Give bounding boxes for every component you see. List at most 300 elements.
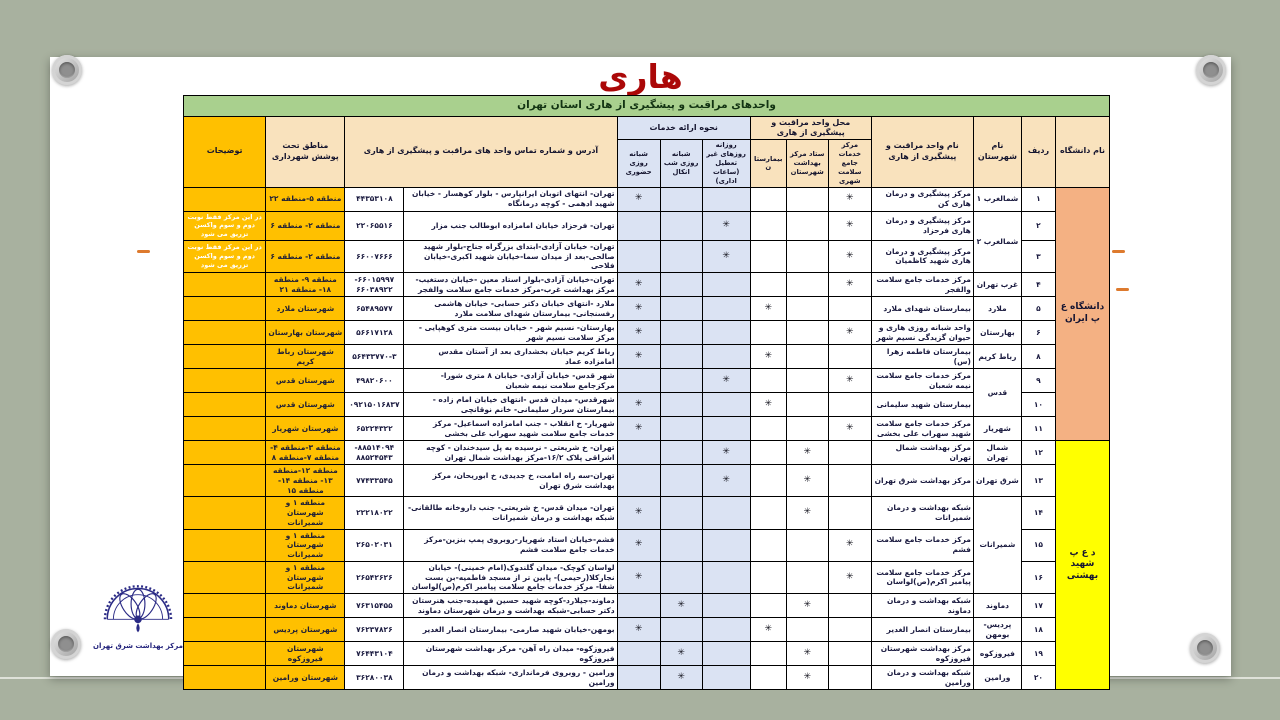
svc-oncall-cell [660,529,702,561]
unit-name-cell: بیمارستان فاطمه زهرا (س) [871,345,973,369]
asterisk-icon: ✳ [764,398,772,409]
table-row [184,345,1110,369]
row-number-cell: ۱۲ [1021,441,1055,465]
slide [50,57,1231,687]
unit-name-cell: مرکز پیشگیری و درمان هاری فرحزاد [871,211,973,240]
regions-cell: شهرستان رباط کریم [266,345,345,369]
svc-inperson-cell [617,393,660,417]
address-cell: تهران- فرحزاد خیابان امامزاده ابوطالب جنب مزار [404,211,617,240]
svc-inperson-cell [617,594,660,618]
table-row [184,417,1110,441]
svc-oncall-cell [660,441,702,465]
loc-center-cell [828,618,871,642]
loc-hq-cell [786,666,828,690]
svc-daily-cell [702,666,750,690]
asterisk-icon: ✳ [722,374,730,385]
notes-cell [184,441,266,465]
loc-hq-cell [786,594,828,618]
svc-inperson-cell [617,441,660,465]
col-header-county: نام شهرستان [973,116,1021,187]
table-row [184,642,1110,666]
phone-cell: ۲۲۰۶۵۵۱۶ [345,211,404,240]
notes-cell [184,369,266,393]
unit-name-cell: مرکز خدمات جامع سلامت فشم [871,529,973,561]
notes-cell [184,497,266,529]
loc-hospital-cell [750,618,786,642]
regions-cell: شهرستان شهریار [266,417,345,441]
loc-hospital-cell [750,393,786,417]
svc-daily-cell [702,321,750,345]
unit-name-cell: مرکز خدمات جامع سلامت شهید سهراب علی بخشی [871,417,973,441]
asterisk-icon: ✳ [634,302,643,313]
asterisk-icon: ✳ [634,326,643,337]
svc-inperson-cell [617,273,660,297]
col-group-location: محل واحد مراقبت و پیشگیری از هاری [750,116,871,140]
row-number-cell: ۱۹ [1021,642,1055,666]
asterisk-icon: ✳ [722,474,730,485]
regions-cell: منطقه ۱ و شهرستان شمیرانات [266,561,345,593]
svc-inperson-cell [617,529,660,561]
row-number-cell: ۱۱ [1021,417,1055,441]
svc-daily-cell [702,273,750,297]
address-cell: بهارستان- نسیم شهر - خیابان بیست متری کوهپایی - مرکز سلامت نسیم شهر [404,321,617,345]
unit-name-cell: شبکه بهداشت و درمان ورامین [871,666,973,690]
svc-inperson-cell [617,187,660,211]
asterisk-icon: ✳ [634,623,643,634]
notes-cell [184,465,266,497]
notes-cell [184,321,266,345]
table-row [184,618,1110,642]
loc-hospital-cell [750,529,786,561]
asterisk-icon: ✳ [634,398,643,409]
unit-name-cell: مرکز خدمات جامع سلامت نیمه شعبان [871,369,973,393]
loc-center-cell [828,211,871,240]
loc-center-cell [828,666,871,690]
regions-cell: شهرستان قدس [266,393,345,417]
grommet-center-icon [58,636,74,652]
asterisk-icon: ✳ [764,302,772,313]
loc-hospital-cell [750,187,786,211]
loc-hq-cell [786,297,828,321]
row-number-cell: ۱۵ [1021,529,1055,561]
asterisk-icon: ✳ [803,474,812,485]
svc-daily-cell [702,642,750,666]
loc-hq-cell [786,618,828,642]
svc-inperson-cell [617,345,660,369]
asterisk-icon: ✳ [803,599,812,610]
phone-cell: ۰۹۲۱۵۰۱۶۸۳۷ [345,393,404,417]
svc-oncall-cell [660,497,702,529]
asterisk-icon: ✳ [846,422,854,433]
address-cell: تهران- انتهای اتوبان ایرانپارس - بلوار کوهسار - خیابان شهید ادهمی - کوچه درمانگاه [404,187,617,211]
loc-center-cell [828,369,871,393]
asterisk-icon: ✳ [803,671,812,682]
address-cell: تهران- خ شریعتی - نرسیده به پل سیدخندان - کوچه اشراقی پلاک ۱۶/۲-مرکز بهداشت شمال تهران [404,441,617,465]
loc-hq-cell [786,465,828,497]
row-number-cell: ۴ [1021,273,1055,297]
svc-daily-cell [702,297,750,321]
loc-hospital-cell [750,273,786,297]
notes-cell [184,297,266,321]
asterisk-icon: ✳ [634,507,643,518]
loc-hospital-cell [750,497,786,529]
row-number-cell: ۱۰ [1021,393,1055,417]
svc-oncall-cell [660,618,702,642]
regions-cell: منطقه ۵-منطقه ۲۲ [266,187,345,211]
university-cell: دانشگاه ع پ ایران [1055,187,1109,441]
svc-daily-cell [702,497,750,529]
loc-hq-cell [786,441,828,465]
notes-cell [184,642,266,666]
county-cell: فیروزکوه [973,642,1021,666]
loc-hq-cell [786,561,828,593]
loc-hospital-cell [750,321,786,345]
table-title: واحدهای مراقبت و پیشگیری از هاری استان تهران [184,96,1110,117]
col-header-address: آدرس و شماره تماس واحد های مراقبت و پیشگیری از هاری [345,116,617,187]
svc-inperson-cell [617,297,660,321]
phone-cell: ۵۶۴۳۳۷۷۰-۳ [345,345,404,369]
unit-name-cell: مرکز خدمات جامع سلامت پیامبر اکرم(ص)لواسان [871,561,973,593]
loc-hospital-cell [750,240,786,272]
loc-center-cell [828,465,871,497]
university-cell: د ع پ شهید بهشتی [1055,441,1109,690]
loc-hospital-cell [750,594,786,618]
asterisk-icon: ✳ [846,539,854,550]
notes-cell [184,393,266,417]
regions-cell: شهرستان ورامین [266,666,345,690]
table-row [184,240,1110,272]
notes-cell [184,666,266,690]
col-header-svc-oncall: شبانه روزی شب انکال [660,140,702,187]
county-cell: بهارستان [973,321,1021,345]
svc-inperson-cell [617,618,660,642]
phone-cell: ۷۷۴۳۳۵۴۵ [345,465,404,497]
address-cell: شهریار- خ انقلاب - جنب امامزاده اسماعیل- مرکز خدمات جامع سلامت شهید سهراب علی بخشی [404,417,617,441]
asterisk-icon: ✳ [634,422,643,433]
regions-cell: شهرستان بهارستان [266,321,345,345]
loc-hq-cell [786,417,828,441]
loc-hq-cell [786,240,828,272]
unit-name-cell: شبکه بهداشت و درمان شمیرانات [871,497,973,529]
notes-cell: در این مرکز فقط نوبت دوم و سوم واکسن تزریق می شود [184,211,266,240]
col-header-notes: توضیحات [184,116,266,187]
loc-hospital-cell [750,642,786,666]
lotus-emblem-icon [96,577,180,637]
asterisk-icon: ✳ [634,278,643,289]
phone-cell: ۷۶۲۳۷۸۲۶ [345,618,404,642]
regions-cell: شهرستان پردیس [266,618,345,642]
loc-hq-cell [786,529,828,561]
loc-center-cell [828,345,871,369]
notes-cell [184,417,266,441]
loc-center-cell [828,321,871,345]
asterisk-icon: ✳ [846,250,854,261]
table-row [184,529,1110,561]
row-number-cell: ۹ [1021,369,1055,393]
loc-hospital-cell [750,561,786,593]
units-table [183,95,1110,690]
page-title: هاری [598,57,683,96]
asterisk-icon: ✳ [677,671,685,682]
svc-daily-cell [702,393,750,417]
regions-cell: منطقه ۹- منطقه ۱۸- منطقه ۲۱ [266,273,345,297]
loc-hospital-cell [750,441,786,465]
svc-daily-cell [702,465,750,497]
header-row-groups [184,116,1110,140]
address-cell: بومهن-خیابان شهید صارمی- بیمارستان انصار الغدیر [404,618,617,642]
table-row [184,321,1110,345]
loc-hq-cell [786,369,828,393]
asterisk-icon: ✳ [803,446,812,457]
loc-center-cell [828,529,871,561]
table-title-row [184,96,1110,117]
notes-cell [184,561,266,593]
row-number-cell: ۲۰ [1021,666,1055,690]
svc-inperson-cell [617,211,660,240]
loc-center-cell [828,441,871,465]
loc-hq-cell [786,642,828,666]
row-number-cell: ۳ [1021,240,1055,272]
row-number-cell: ۲ [1021,211,1055,240]
svc-oncall-cell [660,345,702,369]
phone-cell: ۴۴۳۵۳۱۰۸ [345,187,404,211]
loc-center-cell [828,393,871,417]
address-cell: دماوند-جیلارد-کوچه شهید حسین فهمیده-جنب هنرستان دکتر حسابی-شبکه بهداشت و درمان شهرستان دماوند [404,594,617,618]
phone-cell: ۶۵۲۲۴۳۲۲ [345,417,404,441]
notes-cell [184,345,266,369]
loc-hq-cell [786,273,828,297]
corner-grommet-icon [52,55,82,85]
table-row [184,497,1110,529]
address-cell: تهران- میدان قدس- خ شریعتی- جنب داروخانه طالقانی-شبکه بهداشت و درمان شمیرانات [404,497,617,529]
loc-hq-cell [786,211,828,240]
unit-name-cell: مرکز بهداشت شرق تهران [871,465,973,497]
regions-cell: منطقه ۲- منطقه ۶ [266,211,345,240]
regions-cell: منطقه ۱ و شهرستان شمیرانات [266,529,345,561]
tick-decoration [1116,288,1129,291]
phone-cell: ۴۹۸۲۰۶۰۰ [345,369,404,393]
regions-cell: منطقه ۱۲-منطقه ۱۳- منطقه ۱۴-منطقه ۱۵ [266,465,345,497]
svc-oncall-cell [660,273,702,297]
unit-name-cell: بیمارستان شهید سلیمانی [871,393,973,417]
regions-cell: منطقه ۳-منطقه ۴- منطقه ۷-منطقه ۸ [266,441,345,465]
row-number-cell: ۱۴ [1021,497,1055,529]
col-header-loc-center: مرکز خدمات جامع سلامت شهری [828,140,871,187]
svc-inperson-cell [617,561,660,593]
table-row [184,273,1110,297]
address-cell: تهران- خیابان آزادی-ابتدای بزرگراه جناح-بلوار شهید صالحی-بعد از میدان سما-خیابان شهید اکبری-خیابان فلاحی [404,240,617,272]
table-row [184,211,1110,240]
regions-cell: شهرستان ملارد [266,297,345,321]
loc-center-cell [828,561,871,593]
loc-center-cell [828,497,871,529]
phone-cell: ۶۶۰۰۷۶۶۶ [345,240,404,272]
col-header-svc-inperson: شبانه روزی حضوری [617,140,660,187]
phone-cell: ۲۶۵۰۲۰۳۱ [345,529,404,561]
grommet-center-icon [1197,640,1213,656]
svc-daily-cell [702,240,750,272]
svc-daily-cell [702,369,750,393]
notes-cell [184,618,266,642]
loc-center-cell [828,417,871,441]
svc-daily-cell [702,211,750,240]
row-number-cell: ۱۶ [1021,561,1055,593]
table-row [184,297,1110,321]
unit-name-cell: واحد شبانه روزی هاری و حیوان گزیدگی نسیم شهر [871,321,973,345]
asterisk-icon: ✳ [677,647,685,658]
svc-oncall-cell [660,240,702,272]
table-row [184,561,1110,593]
svc-oncall-cell [660,465,702,497]
svc-daily-cell [702,441,750,465]
svc-inperson-cell [617,321,660,345]
col-header-row-number: ردیف [1021,116,1055,187]
row-number-cell: ۶ [1021,321,1055,345]
asterisk-icon: ✳ [634,539,643,550]
loc-center-cell [828,187,871,211]
asterisk-icon: ✳ [846,571,854,582]
asterisk-icon: ✳ [803,647,812,658]
notes-cell [184,273,266,297]
asterisk-icon: ✳ [803,507,812,518]
svc-oncall-cell [660,561,702,593]
county-cell: ورامین [973,666,1021,690]
regions-cell: منطقه ۱ و شهرستان شمیرانات [266,497,345,529]
address-cell: تهران-خیابان آزادی-بلوار استاد معین -خیابان دستغیب-مرکز بهداشت غرب-مرکز خدمات جامع سلامت والفجر [404,273,617,297]
loc-hq-cell [786,345,828,369]
asterisk-icon: ✳ [846,193,854,204]
svc-inperson-cell [617,497,660,529]
unit-name-cell: مرکز پیشگیری و درمان هاری شهید کاظمیان [871,240,973,272]
notes-cell: در این مرکز فقط نوبت دوم و سوم واکسن تزریق می شود [184,240,266,272]
tick-decoration [137,250,150,253]
unit-name-cell: مرکز پیشگیری و درمان هاری کن [871,187,973,211]
phone-cell: ۶۵۴۸۹۵۷۷ [345,297,404,321]
loc-hospital-cell [750,297,786,321]
svc-oncall-cell [660,417,702,441]
county-cell: شمالغرب ۲ [973,211,1021,273]
col-header-svc-daily: روزانه روزهای غیر تعطیل (ساعات اداری) [702,140,750,187]
col-header-loc-hq: ستاد مرکز بهداشت شهرستان [786,140,828,187]
row-number-cell: ۱ [1021,187,1055,211]
county-cell: قدس [973,369,1021,417]
svc-inperson-cell [617,465,660,497]
svc-oncall-cell [660,666,702,690]
row-number-cell: ۸ [1021,345,1055,369]
row-number-cell: ۱۳ [1021,465,1055,497]
address-cell: فشم-خیابان استاد شهریار-روبروی پمپ بنزین-مرکز خدمات جامع سلامت فشم [404,529,617,561]
asterisk-icon: ✳ [764,623,772,634]
notes-cell [184,594,266,618]
table-row [184,369,1110,393]
county-cell: ملارد [973,297,1021,321]
address-cell: ورامین - روبروی فرمانداری- شبکه بهداشت و درمان ورامین [404,666,617,690]
phone-cell: ۷۶۳۱۵۴۵۵ [345,594,404,618]
unit-name-cell: مرکز بهداشت شهرستان فیروزکوه [871,642,973,666]
svc-oncall-cell [660,321,702,345]
phone-cell: ۳۶۲۸۰۰۳۸ [345,666,404,690]
svc-inperson-cell [617,666,660,690]
loc-hq-cell [786,187,828,211]
loc-hospital-cell [750,465,786,497]
notes-cell [184,187,266,211]
svc-daily-cell [702,529,750,561]
phone-cell: ۲۶۵۴۲۶۲۶ [345,561,404,593]
svc-inperson-cell [617,642,660,666]
svc-daily-cell [702,417,750,441]
table-row [184,441,1110,465]
asterisk-icon: ✳ [677,599,685,610]
svc-oncall-cell [660,187,702,211]
unit-name-cell: شبکه بهداشت و درمان دماوند [871,594,973,618]
phone-cell: ۶۶۰۱۵۹۹۷- ۶۶۰۳۸۹۲۲ [345,273,404,297]
asterisk-icon: ✳ [634,193,643,204]
col-group-service: نحوه ارائه خدمات [617,116,750,140]
address-cell: تهران-سه راه امامت، خ جدیدی، خ ابوریحان، مرکز بهداشت شرق تهران [404,465,617,497]
health-center-logo [90,577,186,650]
asterisk-icon: ✳ [846,219,854,230]
loc-center-cell [828,594,871,618]
asterisk-icon: ✳ [722,250,730,261]
phone-cell: ۲۲۲۱۸۰۲۲ [345,497,404,529]
svc-oncall-cell [660,297,702,321]
asterisk-icon: ✳ [634,350,643,361]
address-cell: شهر قدس- خیابان آزادی- خیابان ۸ متری شورا- مرکزجامع سلامت نیمه شعبان [404,369,617,393]
table-row [184,393,1110,417]
address-cell: رباط کریم خیابان بخشداری بعد از آستان مقدس امامزاده عماد [404,345,617,369]
units-table-body [184,187,1110,690]
col-header-unit: نام واحد مراقبت و پیشگیری از هاری [871,116,973,187]
address-cell: فیروزکوه- میدان راه آهن- مرکز بهداشت شهرستان فیروزکوه [404,642,617,666]
loc-hospital-cell [750,666,786,690]
svc-oncall-cell [660,369,702,393]
corner-grommet-icon [1196,55,1226,85]
regions-cell: شهرستان قدس [266,369,345,393]
svc-daily-cell [702,594,750,618]
loc-center-cell [828,240,871,272]
county-cell: شمیرانات [973,497,1021,594]
row-number-cell: ۵ [1021,297,1055,321]
notes-cell [184,529,266,561]
county-cell: شمالغرب ۱ [973,187,1021,211]
loc-hospital-cell [750,211,786,240]
svc-daily-cell [702,561,750,593]
phone-cell: ۷۶۴۴۳۱۰۴ [345,642,404,666]
svc-daily-cell [702,187,750,211]
logo-caption: مرکز بهداشت شرق تهران [93,642,183,650]
asterisk-icon: ✳ [846,278,854,289]
regions-cell: منطقه ۲- منطقه ۶ [266,240,345,272]
loc-hospital-cell [750,417,786,441]
asterisk-icon: ✳ [846,326,854,337]
table-row [184,666,1110,690]
col-header-regions: مناطق تحت پوشش شهرداری [266,116,345,187]
loc-hq-cell [786,321,828,345]
unit-name-cell: مرکز بهداشت شمال تهران [871,441,973,465]
loc-center-cell [828,273,871,297]
phone-cell: ۸۸۵۱۴۰۹۴- ۸۸۵۲۴۵۴۳ [345,441,404,465]
loc-hq-cell [786,497,828,529]
asterisk-icon: ✳ [764,350,772,361]
loc-center-cell [828,297,871,321]
loc-hospital-cell [750,369,786,393]
grommet-center-icon [1203,62,1219,78]
address-cell: شهرقدس- میدان قدس -انتهای خیابان امام زاده - بیمارستان سردار سلیمانی- خانم نوقانچی [404,393,617,417]
county-cell: پردیس- بومهن [973,618,1021,642]
grommet-center-icon [59,62,75,78]
col-header-loc-hospital: بیمارستان [750,140,786,187]
corner-grommet-icon [1190,633,1220,663]
